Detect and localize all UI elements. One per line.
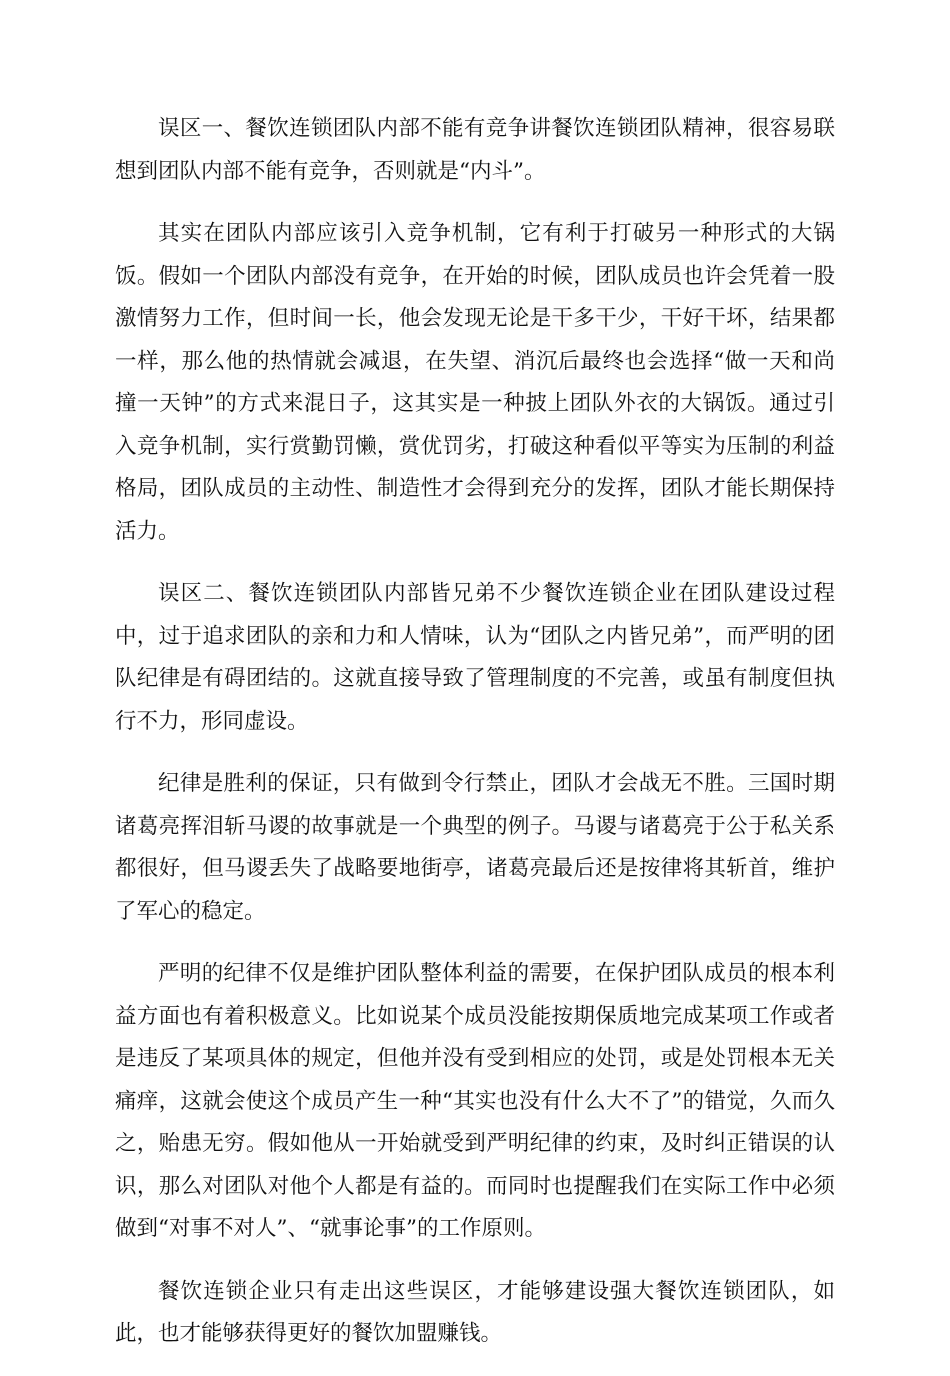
paragraph-misconception-one: 误区一、餐饮连锁团队内部不能有竞争讲餐饮连锁团队精神，很容易联想到团队内部不能有竞争，否则就是“内斗”。 [115, 116, 835, 184]
paragraph-strict-discipline: 严明的纪律不仅是维护团队整体利益的需要，在保护团队成员的根本利益方面也有着积极意义。比如说某个成员没能按期保质地完成某项工作或者是违反了某项具体的规定，但他并没有受到相应的处罚，或是处罚根本无关痛痒，这就会使这个成员产生一种“其实也没有什么大不了”的错觉，久而久之，贻患无穷。假如他从一开始就受到严明纪律的约束，及时纠正错误的认识，那么对团队对他个人都是有益的。而同时也提醒我们在实际工作中必须做到“对事不对人”、“就事论事”的工作原则。 [115, 961, 835, 1241]
paragraph-discipline: 纪律是胜利的保证，只有做到令行禁止，团队才会战无不胜。三国时期诸葛亮挥泪斩马谡的故事就是一个典型的例子。马谡与诸葛亮于公于私关系都很好，但马谡丢失了战略要地街亭，诸葛亮最后还是按律将其斩首，维护了军心的稳定。 [115, 771, 835, 924]
paragraph-competition-mechanism: 其实在团队内部应该引入竞争机制，它有利于打破另一种形式的大锅饭。假如一个团队内部没有竞争，在开始的时候，团队成员也许会凭着一股激情努力工作，但时间一长，他会发现无论是干多干少，干好干坏，结果都一样，那么他的热情就会减退，在失望、消沉后最终也会选择“做一天和尚撞一天钟”的方式来混日子，这其实是一种披上团队外衣的大锅饭。通过引入竞争机制，实行赏勤罚懒，赏优罚劣，打破这种看似平等实为压制的利益格局，团队成员的主动性、制造性才会得到充分的发挥，团队才能长期保持活力。 [115, 221, 835, 544]
document-body [115, 108, 835, 1376]
paragraph-misconception-two: 误区二、餐饮连锁团队内部皆兄弟不少餐饮连锁企业在团队建设过程中，过于追求团队的亲和力和人情味，认为“团队之内皆兄弟”，而严明的团队纪律是有碍团结的。这就直接导致了管理制度的不完善，或虽有制度但执行不力，形同虚设。 [115, 581, 835, 734]
paragraph-conclusion: 餐饮连锁企业只有走出这些误区，才能够建设强大餐饮连锁团队，如此，也才能够获得更好的餐饮加盟赚钱。 [115, 1278, 835, 1346]
